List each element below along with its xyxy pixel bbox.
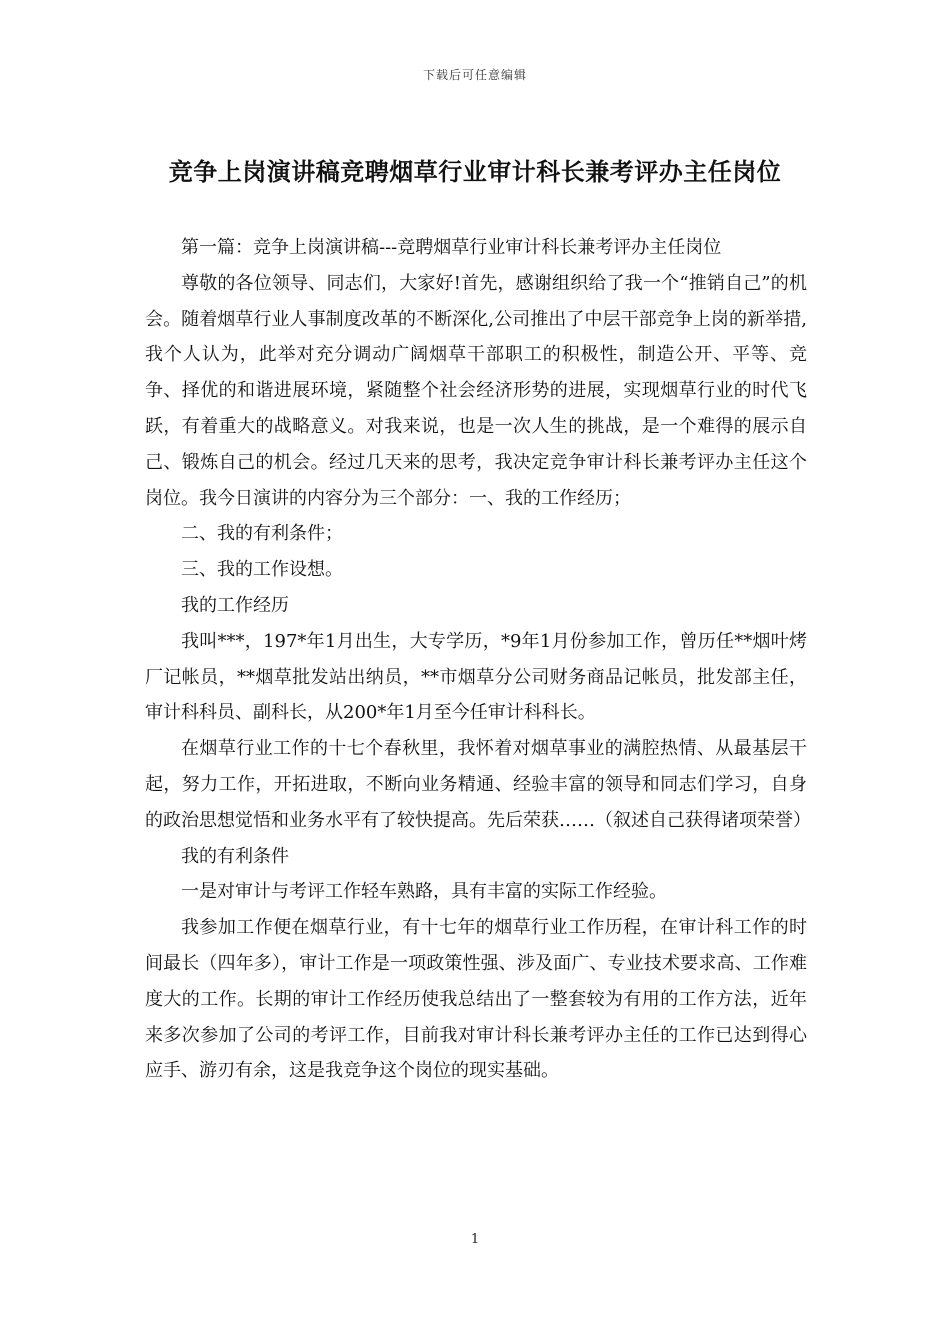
paragraph-part-three: 三、我的工作设想。 — [181, 559, 343, 581]
heading-work-experience: 我的工作经历 — [181, 594, 289, 616]
header-note: 下载后可任意编辑 — [422, 68, 527, 82]
paragraph-audit-experience: 我参加工作便在烟草行业，有十七年的烟草行业工作历程，在审计科工作的时间最长（四年多），审计工作是一项政策性强、涉及面广、专业技术要求高、工作难度大的工作。长期的审计工作经历使我总结出了一整套较为有用的工作方法，近年来多次参加了公司的考评工作，目前我对审计科长兼考评办主任的工作已达到得心应手、游刃有余，这是我竞争这个岗位的现实基础。 — [145, 917, 807, 1082]
paragraph-advantage-one: 一是对审计与考评工作轻车熟路，具有丰富的实际工作经验。 — [181, 881, 667, 903]
document-title: 竞争上岗演讲稿竞聘烟草行业审计科长兼考评办主任岗位 — [168, 157, 782, 186]
paragraph-section-heading: 第一篇：竞争上岗演讲稿---竞聘烟草行业审计科长兼考评办主任岗位 — [181, 237, 722, 258]
heading-advantages: 我的有利条件 — [181, 845, 289, 867]
paragraph-greeting: 尊敬的各位领导、同志们，大家好!首先，感谢组织给了我一个“推销自己”的机会。随着烟草行业人事制度改革的不断深化,公司推出了中层干部竞争上岗的新举措,我个人认为，此举对充分调动广阔烟草干部职工的积极性，制造公开、平等、竞争、择优的和谐进展环境，紧随整个社会经济形势的进展，实现烟草行业的时代飞跃，有着重大的战略意义。对我来说，也是一次人生的挑战，是一个难得的展示自己、锻炼自己的机会。经过几天来的思考，我决定竞争审计科长兼考评办主任这个岗位。我今日演讲的内容分为三个部分：一、我的工作经历； — [145, 272, 807, 509]
paragraph-personal-info: 我叫***，197*年1月出生，大专学历，*9年1月份参加工作，曾历任**烟叶烤厂记帐员，**烟草批发站出纳员，**市烟草分公司财务商品记帐员，批发部主任，审计科科员、副科长，从200*年1月至今任审计科科长。 — [145, 630, 807, 724]
paragraph-part-two: 二、我的有利条件； — [181, 523, 343, 545]
document-body — [145, 230, 811, 1089]
page-number: 1 — [470, 1232, 480, 1247]
paragraph-career-summary: 在烟草行业工作的十七个春秋里，我怀着对烟草事业的满腔热情、从最基层干起，努力工作，开拓进取，不断向业务精通、经验丰富的领导和同志们学习，自身的政治思想觉悟和业务水平有了较快提高。先后荣获……（叙述自己获得诸项荣誉） — [145, 738, 811, 831]
